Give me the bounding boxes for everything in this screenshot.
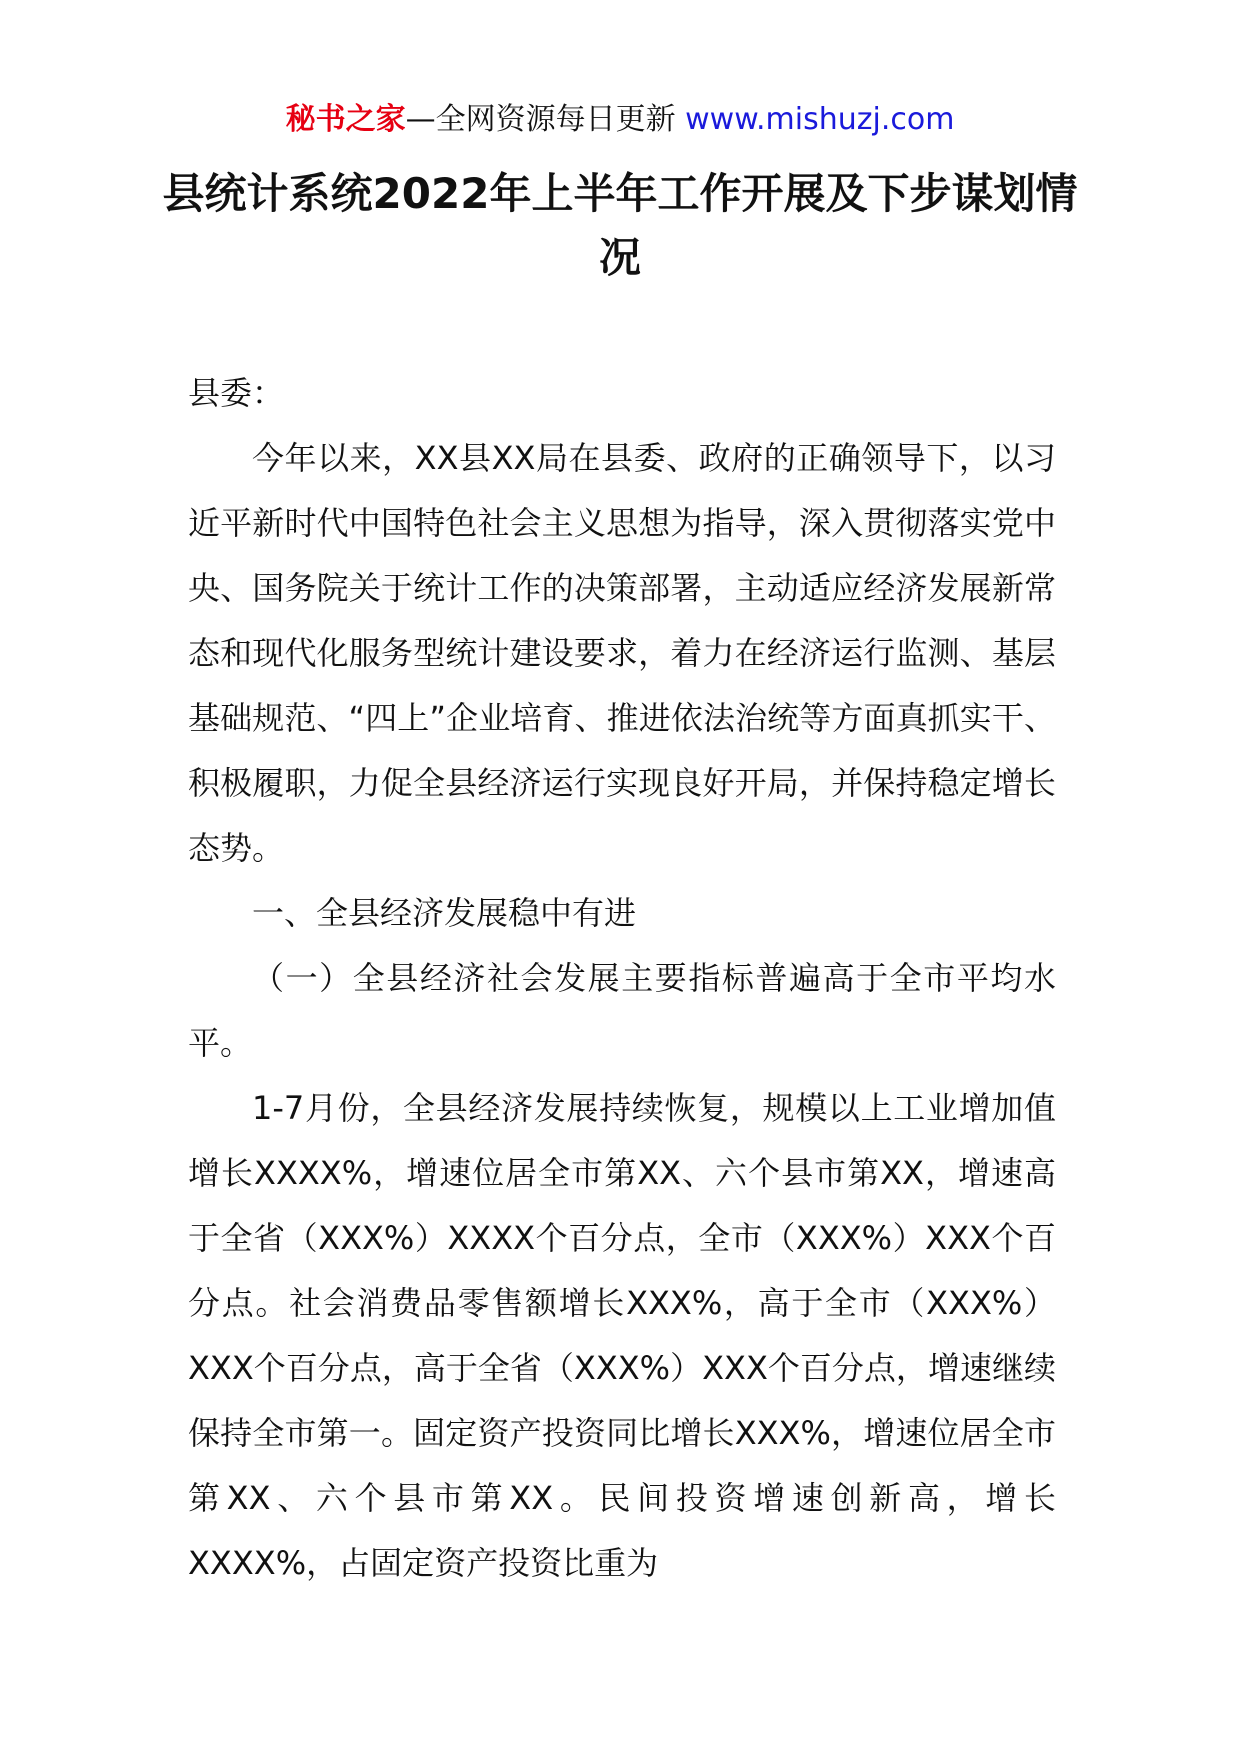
section-heading: 一、全县经济发展稳中有进 — [252, 894, 637, 932]
header-tagline: —全网资源每日更新 — [405, 102, 686, 137]
header-url: www.mishuzj.com — [685, 102, 955, 137]
statistics-paragraph: 1-7月份，全县经济发展持续恢复，规模以上工业增加值增长XXXX%，增速位居全市第XX、六个县市第XX，增速高于全省（XXX%）XXXX个百分点，全市（XXX%）XXX个百分点。社会消费品零售额增长XXX%，高于全市（XXX%）XXX个百分点，高于全省（XXX%）XXX个百分点，增速继续保持全市第一。固定资产投资同比增长XXX%，增速位居全市第XX、六个县市第XX。民间投资增速创新高，增长XXXX%，占固定资产投资比重为 — [188, 1089, 1056, 1582]
document-title: 县统计系统2022年上半年工作开展及下步谋划情况 — [162, 169, 1078, 282]
watermark-header — [0, 100, 1240, 140]
intro-paragraph: 今年以来，XX县XX局在县委、政府的正确领导下，以习近平新时代中国特色社会主义思想为指导，深入贯彻落实党中央、国务院关于统计工作的决策部署，主动适应经济发展新常态和现代化服务型统计建设要求，着力在经济运行监测、基层基础规范、“四上”企业培育、推进依法治统等方面真抓实干、积极履职，力促全县经济运行实现良好开局，并保持稳定增长态势。 — [188, 439, 1056, 867]
document-body — [188, 361, 1056, 1596]
salutation: 县委： — [188, 374, 285, 412]
header-brand: 秘书之家 — [285, 102, 406, 137]
subsection-heading: （一）全县经济社会发展主要指标普遍高于全市平均水平。 — [188, 959, 1056, 1062]
